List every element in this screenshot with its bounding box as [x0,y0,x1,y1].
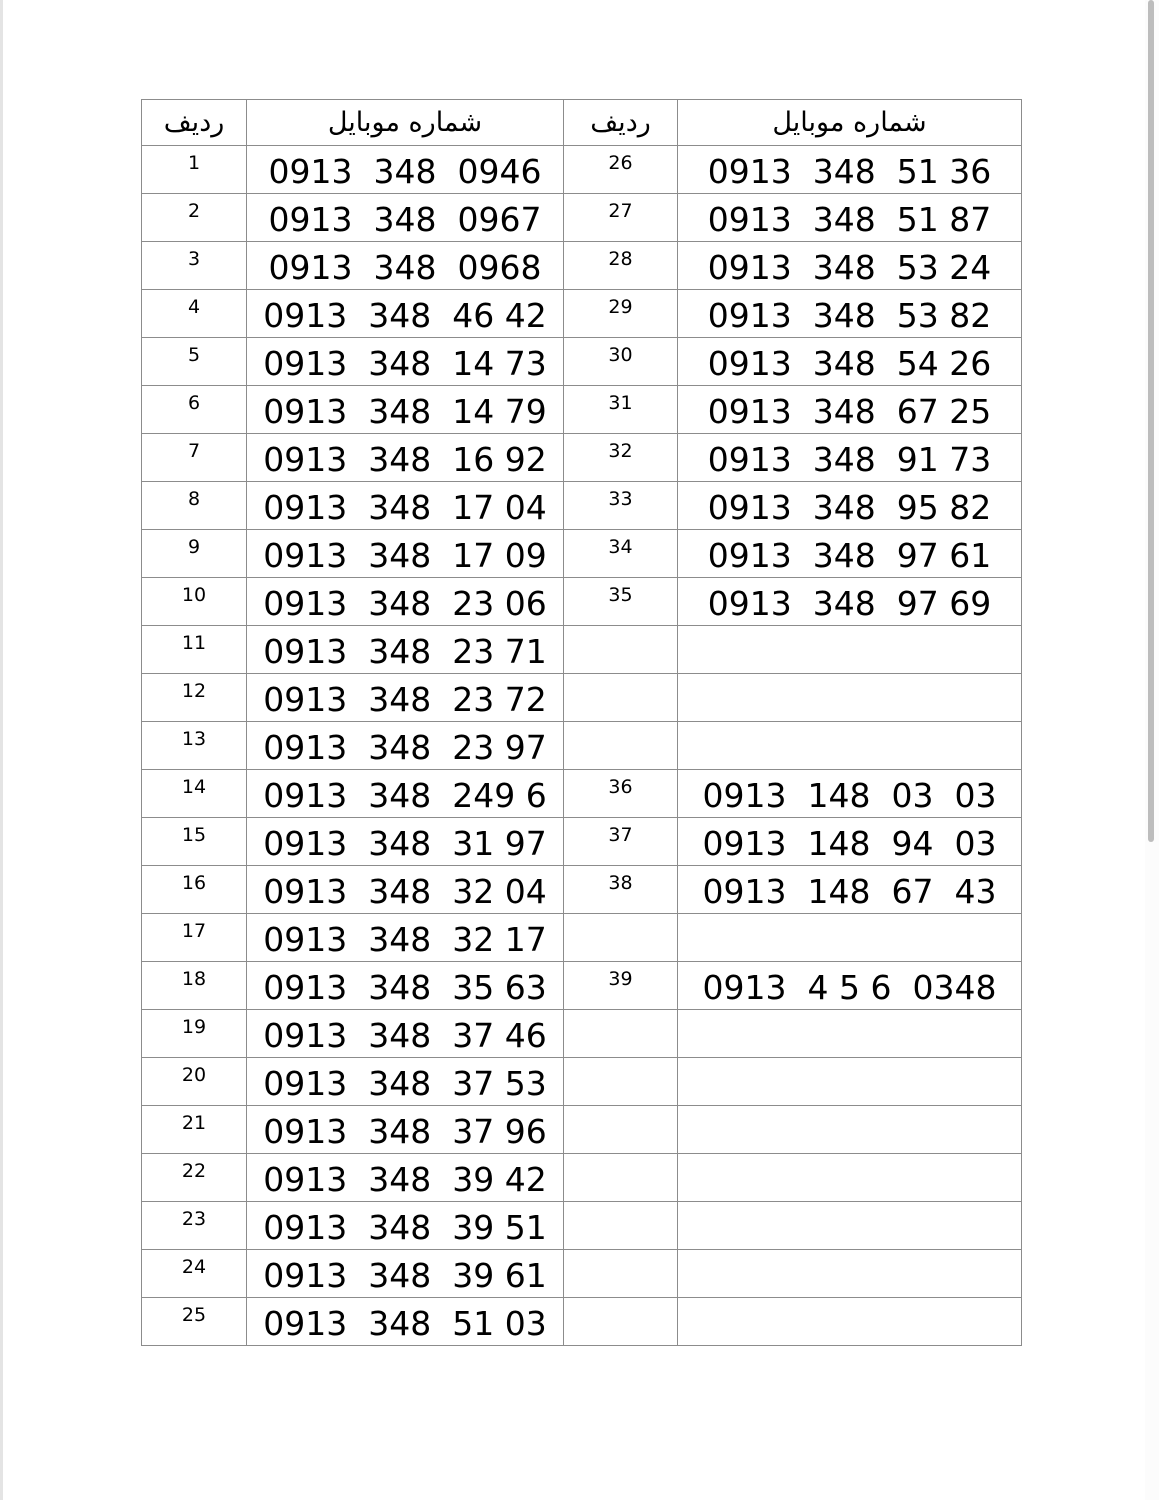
mobile-number: 0913 348 95 82 [707,488,992,527]
mobile-number: 0913 348 32 04 [263,872,547,911]
mobile-number-cell [247,1202,564,1250]
row-number-cell-2 [564,290,678,338]
row-number-cell [142,770,247,818]
mobile-number-cell-2 [678,1058,1022,1106]
row-number-cell [142,386,247,434]
mobile-number-cell [247,242,564,290]
table-row [142,386,1022,434]
mobile-number: 0913 348 16 92 [263,440,547,479]
row-number: 7 [187,440,201,462]
table-row [142,914,1022,962]
row-number: 32 [608,440,633,462]
mobile-number-cell [247,1106,564,1154]
row-number-cell [142,1250,247,1298]
row-number-cell [142,962,247,1010]
mobile-number: 0913 348 46 42 [263,296,547,335]
row-number-cell-2 [564,386,678,434]
mobile-number-cell [247,770,564,818]
row-number-cell-2 [564,434,678,482]
mobile-number: 0913 348 37 53 [263,1064,547,1103]
row-number-cell-2 [564,1250,678,1298]
table-row [142,818,1022,866]
row-number: 21 [181,1112,207,1134]
row-number: 11 [181,632,207,654]
row-number-cell [142,674,247,722]
row-number: 18 [181,968,207,990]
mobile-number: 0913 348 249 6 [263,776,547,815]
header-row-number-2: ردیف [564,100,678,146]
row-number-cell-2 [564,242,678,290]
table-header-row [142,100,1022,146]
mobile-number-cell-2 [678,914,1022,962]
mobile-number-cell [247,962,564,1010]
row-number-cell-2 [564,338,678,386]
row-number-cell-2 [564,482,678,530]
mobile-number-cell-2 [678,1202,1022,1250]
row-number-cell-2 [564,1106,678,1154]
row-number: 35 [608,584,633,606]
row-number: 16 [181,872,207,894]
mobile-number-cell-2 [678,434,1022,482]
mobile-number-cell [247,866,564,914]
mobile-number-cell [247,482,564,530]
mobile-number-cell-2 [678,338,1022,386]
table-row [142,770,1022,818]
row-number-cell [142,1010,247,1058]
row-number-cell [142,722,247,770]
table-row [142,1010,1022,1058]
row-number: 3 [187,248,201,270]
mobile-number: 0913 348 53 24 [707,248,992,287]
mobile-number-cell [247,818,564,866]
header-mobile-number: شماره موبایل [247,100,564,146]
mobile-number: 0913 348 97 61 [707,536,992,575]
mobile-number: 0913 348 67 25 [707,392,992,431]
mobile-number-cell-2 [678,1250,1022,1298]
row-number: 37 [608,824,633,846]
row-number-cell [142,914,247,962]
mobile-number-cell [247,722,564,770]
row-number: 20 [181,1064,207,1086]
mobile-number: 0913 348 23 71 [263,632,547,671]
table-row [142,194,1022,242]
row-number-cell [142,1298,247,1346]
table-row [142,530,1022,578]
row-number: 25 [181,1304,207,1326]
mobile-number-cell-2 [678,770,1022,818]
row-number-cell [142,1058,247,1106]
mobile-number: 0913 348 0967 [268,200,542,239]
row-number: 9 [187,536,201,558]
row-number-cell [142,530,247,578]
mobile-number-cell [247,914,564,962]
row-number-cell [142,1154,247,1202]
row-number-cell [142,194,247,242]
mobile-number-cell-2 [678,530,1022,578]
row-number-cell-2 [564,722,678,770]
row-number-cell-2 [564,914,678,962]
row-number-cell [142,434,247,482]
mobile-number: 0913 348 31 97 [263,824,547,863]
table-row [142,866,1022,914]
mobile-number-cell [247,1250,564,1298]
mobile-number-cell-2 [678,674,1022,722]
mobile-number-cell [247,1058,564,1106]
row-number: 27 [608,200,633,222]
row-number-cell-2 [564,1058,678,1106]
header-row-number: ردیف [142,100,247,146]
row-number-cell-2 [564,530,678,578]
mobile-number-cell [247,578,564,626]
mobile-number-cell [247,530,564,578]
mobile-number-cell-2 [678,242,1022,290]
table-body [142,100,1022,1346]
row-number-cell [142,146,247,194]
mobile-number-cell-2 [678,578,1022,626]
mobile-number: 0913 148 03 03 [702,776,997,815]
mobile-number: 0913 348 14 73 [263,344,547,383]
mobile-number-cell-2 [678,866,1022,914]
mobile-number-cell-2 [678,290,1022,338]
mobile-number: 0913 148 67 43 [702,872,997,911]
row-number-cell-2 [564,674,678,722]
scrollbar-thumb[interactable] [1148,0,1154,842]
row-number: 1 [187,152,201,174]
table-row [142,722,1022,770]
row-number: 10 [181,584,207,606]
table-row [142,290,1022,338]
row-number: 34 [608,536,633,558]
mobile-number: 0913 348 0968 [268,248,542,287]
row-number-cell-2 [564,1298,678,1346]
row-number: 5 [187,344,201,366]
row-number: 14 [181,776,207,798]
mobile-number-cell-2 [678,722,1022,770]
mobile-number: 0913 348 97 69 [707,584,992,623]
row-number: 19 [181,1016,207,1038]
row-number: 28 [608,248,633,270]
mobile-number: 0913 348 39 42 [263,1160,547,1199]
mobile-number-cell [247,626,564,674]
table-row [142,242,1022,290]
row-number: 24 [181,1256,207,1278]
table-row [142,674,1022,722]
mobile-number: 0913 348 91 73 [707,440,992,479]
row-number-cell [142,578,247,626]
table-row [142,626,1022,674]
mobile-number: 0913 348 17 09 [263,536,547,575]
table-row [142,482,1022,530]
table-row [142,1106,1022,1154]
row-number: 6 [187,392,201,414]
row-number: 23 [181,1208,207,1230]
mobile-number: 0913 348 51 36 [707,152,992,191]
row-number: 31 [608,392,633,414]
row-number: 29 [608,296,633,318]
row-number: 12 [181,680,207,702]
mobile-number: 0913 348 23 72 [263,680,547,719]
mobile-number-cell [247,194,564,242]
table-row [142,338,1022,386]
mobile-number: 0913 348 51 87 [707,200,992,239]
mobile-number: 0913 348 14 79 [263,392,547,431]
mobile-number-cell-2 [678,386,1022,434]
scrollbar[interactable] [1145,0,1159,1500]
table-row [142,1298,1022,1346]
row-number: 4 [187,296,201,318]
mobile-number-cell [247,674,564,722]
row-number: 8 [187,488,201,510]
mobile-number-cell [247,1298,564,1346]
mobile-number-cell [247,1010,564,1058]
header-mobile-number-2: شماره موبایل [678,100,1022,146]
row-number-cell-2 [564,578,678,626]
mobile-number: 0913 348 32 17 [263,920,547,959]
row-number-cell-2 [564,626,678,674]
row-number-cell-2 [564,1010,678,1058]
mobile-number-cell [247,386,564,434]
row-number-cell [142,866,247,914]
row-number-cell-2 [564,866,678,914]
mobile-number: 0913 348 35 63 [263,968,547,1007]
row-number-cell [142,818,247,866]
mobile-number: 0913 4 5 6 0348 [702,968,997,1007]
row-number: 2 [187,200,201,222]
row-number-cell [142,242,247,290]
mobile-number: 0913 348 54 26 [707,344,992,383]
mobile-number-cell-2 [678,1010,1022,1058]
mobile-number-cell-2 [678,482,1022,530]
row-number-cell [142,1106,247,1154]
row-number-cell-2 [564,1202,678,1250]
row-number: 30 [608,344,633,366]
table-row [142,1058,1022,1106]
mobile-number-cell-2 [678,1154,1022,1202]
row-number: 17 [181,920,207,942]
row-number-cell-2 [564,818,678,866]
mobile-number: 0913 348 23 97 [263,728,547,767]
mobile-number-cell [247,434,564,482]
mobile-number: 0913 348 37 46 [263,1016,547,1055]
row-number-cell-2 [564,962,678,1010]
row-number: 26 [608,152,633,174]
mobile-number-cell-2 [678,818,1022,866]
mobile-number-cell-2 [678,1106,1022,1154]
mobile-number: 0913 348 37 96 [263,1112,547,1151]
mobile-number-cell-2 [678,1298,1022,1346]
row-number-cell [142,626,247,674]
row-number-cell-2 [564,194,678,242]
table-row [142,578,1022,626]
row-number-cell [142,338,247,386]
row-number: 15 [181,824,207,846]
mobile-number: 0913 148 94 03 [702,824,997,863]
row-number-cell [142,290,247,338]
mobile-number-cell-2 [678,194,1022,242]
row-number: 22 [181,1160,207,1182]
row-number: 39 [608,968,633,990]
mobile-number-cell-2 [678,962,1022,1010]
mobile-number-cell [247,290,564,338]
table-row [142,434,1022,482]
row-number: 33 [608,488,633,510]
row-number-cell [142,1202,247,1250]
mobile-number-cell-2 [678,626,1022,674]
mobile-number-cell [247,338,564,386]
mobile-number: 0913 348 53 82 [707,296,992,335]
mobile-number: 0913 348 39 51 [263,1208,547,1247]
mobile-number-table [141,99,1022,1346]
mobile-number-cell [247,146,564,194]
mobile-number: 0913 348 17 04 [263,488,547,527]
page-edge [0,0,3,1500]
mobile-number: 0913 348 51 03 [263,1304,547,1343]
table-row [142,146,1022,194]
row-number-cell [142,482,247,530]
row-number-cell-2 [564,1154,678,1202]
mobile-number: 0913 348 0946 [268,152,542,191]
mobile-number: 0913 348 39 61 [263,1256,547,1295]
row-number: 36 [608,776,633,798]
row-number: 38 [608,872,633,894]
table-row [142,962,1022,1010]
row-number-cell-2 [564,146,678,194]
table-row [142,1154,1022,1202]
table-row [142,1202,1022,1250]
mobile-number-cell [247,1154,564,1202]
mobile-number-cell-2 [678,146,1022,194]
row-number-cell-2 [564,770,678,818]
row-number: 13 [181,728,207,750]
mobile-number: 0913 348 23 06 [263,584,547,623]
table-row [142,1250,1022,1298]
